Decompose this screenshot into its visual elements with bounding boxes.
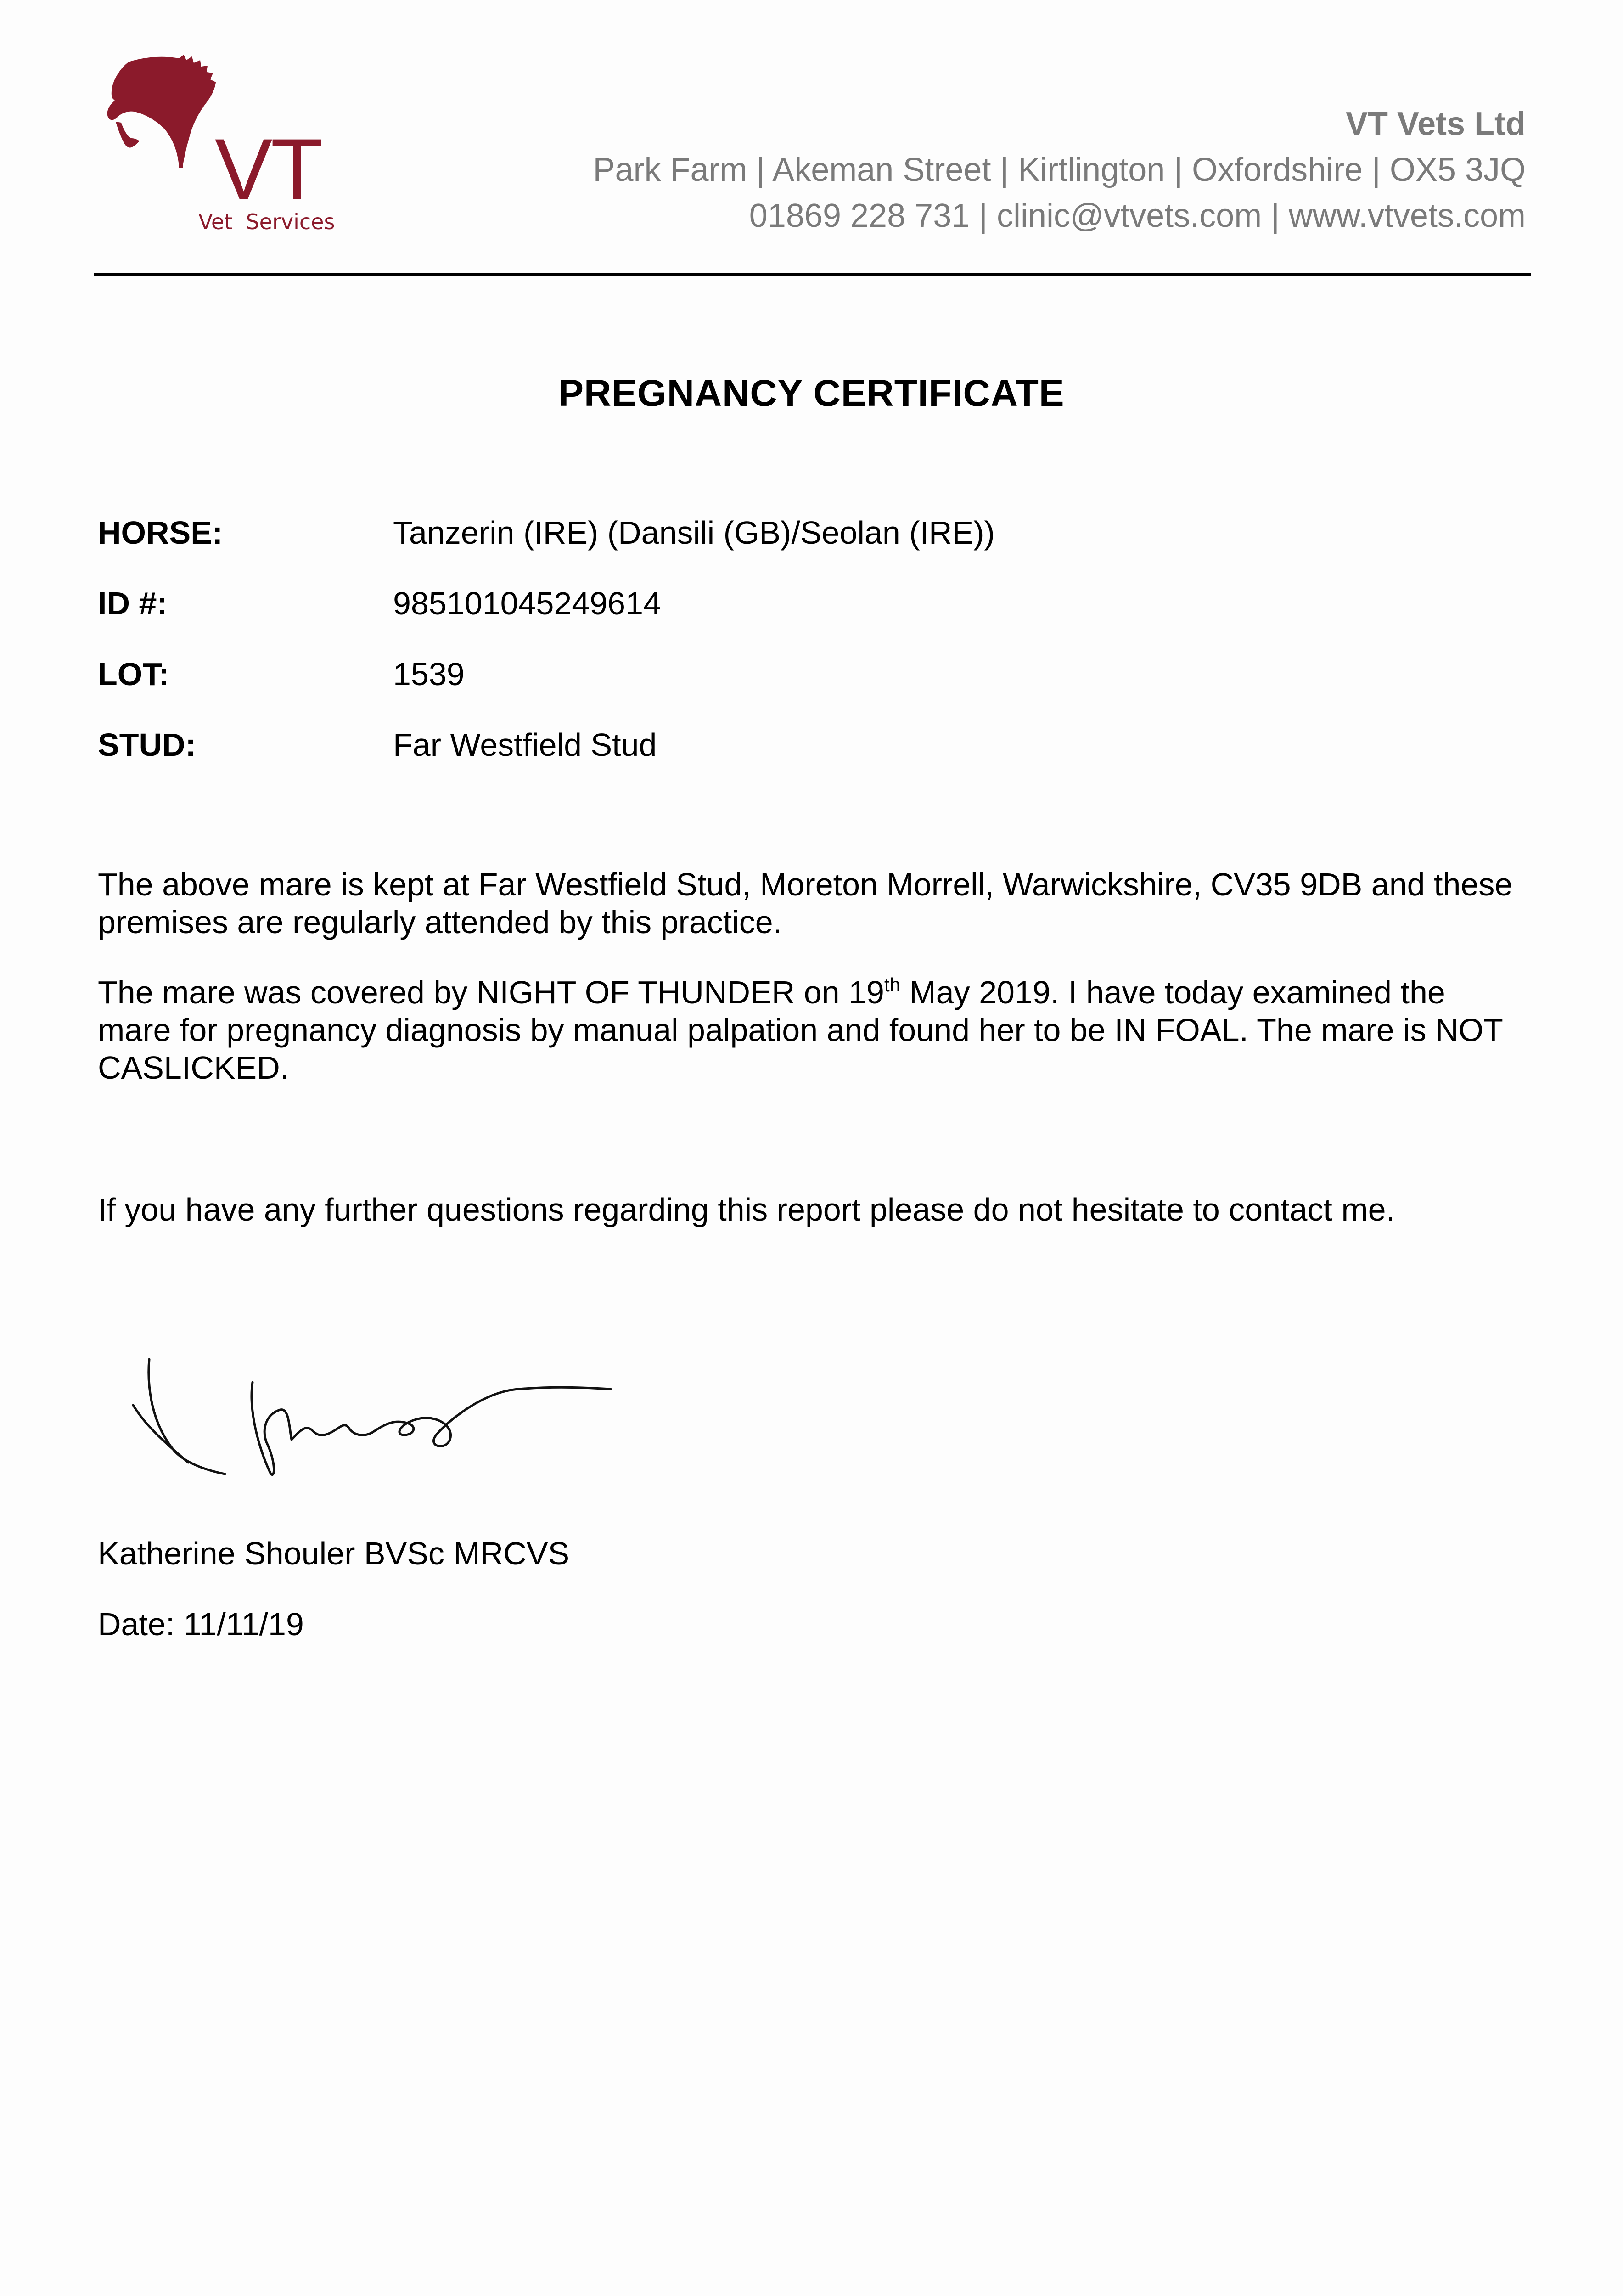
signature [115,1341,689,1497]
field-stud-label: STUD: [98,727,196,763]
company-contact: 01869 228 731 | clinic@vtvets.com | www.vtvets.com [749,197,1526,234]
field-stud-value: Far Westfield Stud [393,727,657,763]
paragraph-premises: The above mare is kept at Far Westfield Stud, Moreton Morrell, Warwickshire, CV35 9DB and these premises are regularly attended by this practice. [98,867,1513,940]
vt-vet-services-logo [92,53,358,236]
logo-subtext: Vet Services [198,209,335,234]
field-id-label: ID #: [98,585,168,621]
logo-text: VT [215,121,322,217]
paragraph-examination-end: May 2019. I have today examined the mare for pregnancy diagnosis by manual palpation and found her to be IN FOAL. The mare is NOT CASLICKED. [98,974,1503,1086]
signoff-date: Date: 11/11/19 [98,1606,304,1642]
ordinal-suffix: th [884,974,900,996]
paragraph-examination-start: The mare was covered by NIGHT OF THUNDER on 19 [98,974,884,1010]
company-info [593,101,1526,239]
company-name: VT Vets Ltd [1345,106,1526,142]
company-address: Park Farm | Akeman Street | Kirtlington | Oxfordshire | OX5 3JQ [593,152,1526,188]
paragraph-contact: If you have any further questions regarding this report please do not hesitate to contact me. [98,1192,1395,1227]
header-divider [94,273,1531,276]
field-id-value: 985101045249614 [393,585,661,621]
document-title: PREGNANCY CERTIFICATE [558,372,1065,414]
field-lot-value: 1539 [393,656,465,692]
horse-head-icon [107,55,216,168]
field-horse-value: Tanzerin (IRE) (Dansili (GB)/Seolan (IRE)) [393,515,995,551]
signatory-name: Katherine Shouler BVSc MRCVS [98,1536,570,1571]
field-lot-label: LOT: [98,656,169,692]
field-horse-label: HORSE: [98,515,223,551]
paragraph-examination [98,974,1521,1086]
